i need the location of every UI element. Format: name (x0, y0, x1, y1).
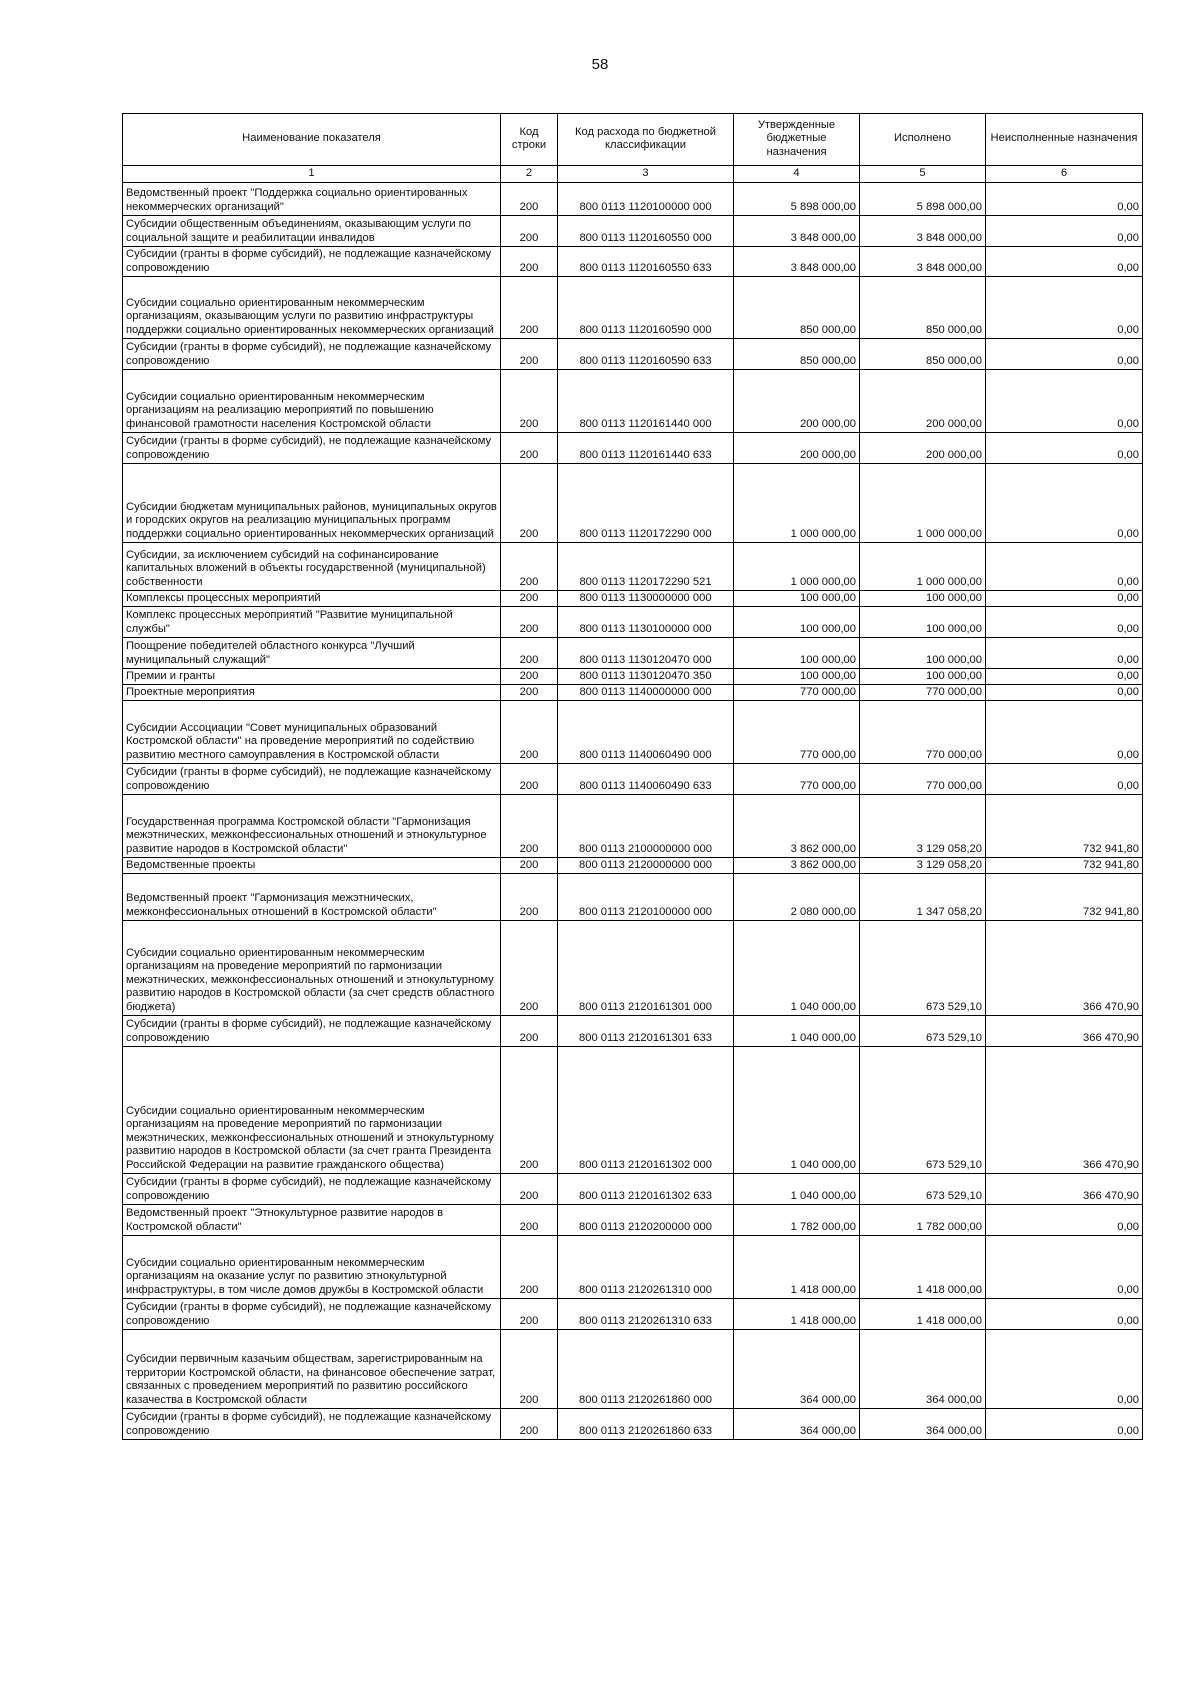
table-row (123, 701, 1143, 764)
cell-unexecuted-amount: 0,00 (986, 1409, 1143, 1440)
cell-executed-amount: 5 898 000,00 (860, 183, 986, 216)
cell-expense-code: 800 0113 1120160550 633 (558, 247, 734, 277)
table-row (123, 1016, 1143, 1047)
table-row (123, 1047, 1143, 1174)
table-row (123, 638, 1143, 669)
table-row (123, 1409, 1143, 1440)
table-row (123, 874, 1143, 921)
table-row (123, 607, 1143, 638)
cell-executed-amount: 100 000,00 (860, 591, 986, 607)
cell-approved-amount: 200 000,00 (734, 370, 860, 433)
table-row (123, 795, 1143, 858)
cell-line-code: 200 (501, 1205, 558, 1236)
cell-indicator-name: Субсидии Ассоциации "Совет муниципальных образований Костромской области" на проведение мероприятий по содействию развитию местного самоуправления в Костромской области (123, 701, 501, 764)
cell-executed-amount: 1 347 058,20 (860, 874, 986, 921)
cell-line-code: 200 (501, 464, 558, 543)
cell-line-code: 200 (501, 1047, 558, 1174)
cell-unexecuted-amount: 0,00 (986, 607, 1143, 638)
cell-expense-code: 800 0113 1120161440 633 (558, 433, 734, 464)
cell-unexecuted-amount: 732 941,80 (986, 795, 1143, 858)
table-row (123, 1299, 1143, 1330)
cell-executed-amount: 1 418 000,00 (860, 1236, 986, 1299)
cell-approved-amount: 1 418 000,00 (734, 1236, 860, 1299)
cell-line-code: 200 (501, 701, 558, 764)
cell-line-code: 200 (501, 1016, 558, 1047)
column-number: 1 (123, 166, 501, 183)
cell-unexecuted-amount: 366 470,90 (986, 1174, 1143, 1205)
cell-unexecuted-amount: 0,00 (986, 216, 1143, 247)
cell-indicator-name: Субсидии (гранты в форме субсидий), не подлежащие казначейскому сопровождению (123, 433, 501, 464)
cell-approved-amount: 1 418 000,00 (734, 1299, 860, 1330)
table-row (123, 591, 1143, 607)
cell-executed-amount: 3 129 058,20 (860, 795, 986, 858)
cell-executed-amount: 1 000 000,00 (860, 464, 986, 543)
cell-expense-code: 800 0113 1120100000 000 (558, 183, 734, 216)
cell-approved-amount: 3 862 000,00 (734, 795, 860, 858)
cell-executed-amount: 364 000,00 (860, 1330, 986, 1409)
cell-executed-amount: 850 000,00 (860, 277, 986, 339)
cell-indicator-name: Премии и гранты (123, 669, 501, 685)
cell-indicator-name: Ведомственный проект "Этнокультурное развитие народов в Костромской области" (123, 1205, 501, 1236)
cell-approved-amount: 770 000,00 (734, 685, 860, 701)
cell-executed-amount: 100 000,00 (860, 607, 986, 638)
cell-expense-code: 800 0113 1130100000 000 (558, 607, 734, 638)
column-number: 2 (501, 166, 558, 183)
cell-unexecuted-amount: 0,00 (986, 183, 1143, 216)
cell-executed-amount: 673 529,10 (860, 1016, 986, 1047)
column-number: 6 (986, 166, 1143, 183)
cell-approved-amount: 1 040 000,00 (734, 1016, 860, 1047)
cell-unexecuted-amount: 366 470,90 (986, 1047, 1143, 1174)
cell-approved-amount: 1 040 000,00 (734, 1047, 860, 1174)
cell-line-code: 200 (501, 685, 558, 701)
cell-executed-amount: 673 529,10 (860, 1047, 986, 1174)
cell-approved-amount: 364 000,00 (734, 1409, 860, 1440)
cell-approved-amount: 2 080 000,00 (734, 874, 860, 921)
cell-expense-code: 800 0113 2120200000 000 (558, 1205, 734, 1236)
cell-expense-code: 800 0113 2120261310 633 (558, 1299, 734, 1330)
table-row (123, 1174, 1143, 1205)
cell-unexecuted-amount: 0,00 (986, 1236, 1143, 1299)
cell-indicator-name: Проектные мероприятия (123, 685, 501, 701)
cell-executed-amount: 3 848 000,00 (860, 216, 986, 247)
cell-unexecuted-amount: 366 470,90 (986, 921, 1143, 1016)
cell-line-code: 200 (501, 1409, 558, 1440)
cell-unexecuted-amount: 732 941,80 (986, 874, 1143, 921)
cell-unexecuted-amount: 0,00 (986, 339, 1143, 370)
cell-unexecuted-amount: 0,00 (986, 464, 1143, 543)
cell-expense-code: 800 0113 1120160590 633 (558, 339, 734, 370)
cell-indicator-name: Субсидии общественным объединениям, оказывающим услуги по социальной защите и реабилитации инвалидов (123, 216, 501, 247)
table-row (123, 216, 1143, 247)
cell-line-code: 200 (501, 216, 558, 247)
budget-execution-table (122, 113, 1143, 1440)
cell-executed-amount: 1 782 000,00 (860, 1205, 986, 1236)
cell-indicator-name: Поощрение победителей областного конкурса "Лучший муниципальный служащий" (123, 638, 501, 669)
cell-line-code: 200 (501, 543, 558, 591)
cell-line-code: 200 (501, 858, 558, 874)
cell-approved-amount: 200 000,00 (734, 433, 860, 464)
cell-line-code: 200 (501, 433, 558, 464)
cell-line-code: 200 (501, 277, 558, 339)
cell-line-code: 200 (501, 183, 558, 216)
cell-expense-code: 800 0113 1140000000 000 (558, 685, 734, 701)
cell-indicator-name: Субсидии (гранты в форме субсидий), не подлежащие казначейскому сопровождению (123, 764, 501, 795)
cell-line-code: 200 (501, 370, 558, 433)
column-header-name: Наименование показателя (123, 114, 501, 166)
cell-expense-code: 800 0113 2120161302 000 (558, 1047, 734, 1174)
cell-executed-amount: 770 000,00 (860, 701, 986, 764)
cell-indicator-name: Ведомственный проект "Поддержка социально ориентированных некоммерческих организаций" (123, 183, 501, 216)
table-row (123, 669, 1143, 685)
cell-indicator-name: Субсидии социально ориентированным некоммерческим организациям на проведение мероприятий по гармонизации межэтнических, межконфессиональных отношений и этнокультурному развитию народов в Костромской области (за счет средств областного бюджета) (123, 921, 501, 1016)
cell-executed-amount: 770 000,00 (860, 764, 986, 795)
cell-executed-amount: 200 000,00 (860, 433, 986, 464)
cell-unexecuted-amount: 0,00 (986, 638, 1143, 669)
cell-indicator-name: Субсидии (гранты в форме субсидий), не подлежащие казначейскому сопровождению (123, 339, 501, 370)
cell-approved-amount: 3 848 000,00 (734, 247, 860, 277)
cell-unexecuted-amount: 0,00 (986, 1205, 1143, 1236)
cell-line-code: 200 (501, 874, 558, 921)
cell-approved-amount: 100 000,00 (734, 638, 860, 669)
cell-unexecuted-amount: 0,00 (986, 247, 1143, 277)
cell-approved-amount: 364 000,00 (734, 1330, 860, 1409)
cell-executed-amount: 3 848 000,00 (860, 247, 986, 277)
cell-executed-amount: 673 529,10 (860, 921, 986, 1016)
cell-approved-amount: 850 000,00 (734, 277, 860, 339)
cell-executed-amount: 1 000 000,00 (860, 543, 986, 591)
cell-indicator-name: Субсидии социально ориентированным некоммерческим организациям на реализацию мероприятий по повышению финансовой грамотности населения Костромской области (123, 370, 501, 433)
table-row (123, 277, 1143, 339)
cell-executed-amount: 770 000,00 (860, 685, 986, 701)
column-number: 5 (860, 166, 986, 183)
table-row (123, 247, 1143, 277)
cell-indicator-name: Комплексы процессных мероприятий (123, 591, 501, 607)
cell-indicator-name: Субсидии социально ориентированным некоммерческим организациям на проведение мероприятий по гармонизации межэтнических, межконфессиональных отношений и этнокультурному развитию народов в Костромской области (за счет гранта Президента Российской Федерации на развитие гражданского общества) (123, 1047, 501, 1174)
cell-unexecuted-amount: 0,00 (986, 1330, 1143, 1409)
cell-approved-amount: 1 040 000,00 (734, 1174, 860, 1205)
cell-line-code: 200 (501, 1174, 558, 1205)
table-row (123, 183, 1143, 216)
cell-unexecuted-amount: 0,00 (986, 1299, 1143, 1330)
cell-line-code: 200 (501, 764, 558, 795)
cell-unexecuted-amount: 0,00 (986, 764, 1143, 795)
cell-indicator-name: Ведомственный проект "Гармонизация межэтнических, межконфессиональных отношений в Костромской области" (123, 874, 501, 921)
cell-expense-code: 800 0113 2120261860 000 (558, 1330, 734, 1409)
cell-expense-code: 800 0113 2120100000 000 (558, 874, 734, 921)
table-row (123, 1330, 1143, 1409)
cell-expense-code: 800 0113 1140060490 633 (558, 764, 734, 795)
cell-unexecuted-amount: 0,00 (986, 669, 1143, 685)
cell-approved-amount: 770 000,00 (734, 701, 860, 764)
cell-line-code: 200 (501, 591, 558, 607)
cell-expense-code: 800 0113 1120172290 521 (558, 543, 734, 591)
cell-executed-amount: 850 000,00 (860, 339, 986, 370)
cell-line-code: 200 (501, 339, 558, 370)
cell-approved-amount: 100 000,00 (734, 607, 860, 638)
cell-expense-code: 800 0113 1120160550 000 (558, 216, 734, 247)
cell-indicator-name: Субсидии (гранты в форме субсидий), не подлежащие казначейскому сопровождению (123, 1409, 501, 1440)
cell-indicator-name: Субсидии (гранты в форме субсидий), не подлежащие казначейскому сопровождению (123, 1016, 501, 1047)
cell-approved-amount: 100 000,00 (734, 669, 860, 685)
table-row (123, 685, 1143, 701)
table-row (123, 543, 1143, 591)
cell-approved-amount: 3 848 000,00 (734, 216, 860, 247)
column-number: 4 (734, 166, 860, 183)
cell-expense-code: 800 0113 2120261310 000 (558, 1236, 734, 1299)
cell-approved-amount: 1 000 000,00 (734, 543, 860, 591)
cell-approved-amount: 3 862 000,00 (734, 858, 860, 874)
cell-indicator-name: Субсидии бюджетам муниципальных районов, муниципальных округов и городских округов на реализацию муниципальных программ поддержки социально ориентированных некоммерческих организаций (123, 464, 501, 543)
column-header-line-code: Код строки (501, 114, 558, 166)
cell-line-code: 200 (501, 607, 558, 638)
cell-executed-amount: 100 000,00 (860, 669, 986, 685)
cell-indicator-name: Ведомственные проекты (123, 858, 501, 874)
table-row (123, 1205, 1143, 1236)
cell-expense-code: 800 0113 1120161440 000 (558, 370, 734, 433)
table-row (123, 370, 1143, 433)
table-row (123, 764, 1143, 795)
cell-unexecuted-amount: 0,00 (986, 433, 1143, 464)
cell-approved-amount: 5 898 000,00 (734, 183, 860, 216)
cell-expense-code: 800 0113 1130000000 000 (558, 591, 734, 607)
cell-indicator-name: Субсидии социально ориентированным некоммерческим организациям, оказывающим услуги по развитию инфраструктуры поддержки социально ориентированных некоммерческих организаций (123, 277, 501, 339)
cell-executed-amount: 364 000,00 (860, 1409, 986, 1440)
cell-line-code: 200 (501, 669, 558, 685)
cell-expense-code: 800 0113 1130120470 000 (558, 638, 734, 669)
cell-line-code: 200 (501, 1236, 558, 1299)
cell-expense-code: 800 0113 1120160590 000 (558, 277, 734, 339)
cell-indicator-name: Субсидии (гранты в форме субсидий), не подлежащие казначейскому сопровождению (123, 1299, 501, 1330)
cell-executed-amount: 1 418 000,00 (860, 1299, 986, 1330)
column-header-approved: Утвержденные бюджетные назначения (734, 114, 860, 166)
cell-approved-amount: 1 782 000,00 (734, 1205, 860, 1236)
cell-executed-amount: 100 000,00 (860, 638, 986, 669)
cell-line-code: 200 (501, 1330, 558, 1409)
cell-unexecuted-amount: 0,00 (986, 591, 1143, 607)
column-header-executed: Исполнено (860, 114, 986, 166)
cell-indicator-name: Субсидии (гранты в форме субсидий), не подлежащие казначейскому сопровождению (123, 247, 501, 277)
cell-line-code: 200 (501, 247, 558, 277)
cell-expense-code: 800 0113 2120261860 633 (558, 1409, 734, 1440)
cell-executed-amount: 673 529,10 (860, 1174, 986, 1205)
cell-line-code: 200 (501, 795, 558, 858)
cell-unexecuted-amount: 0,00 (986, 701, 1143, 764)
table-row (123, 921, 1143, 1016)
cell-indicator-name: Субсидии, за исключением субсидий на софинансирование капитальных вложений в объекты государственной (муниципальной) собственности (123, 543, 501, 591)
cell-approved-amount: 100 000,00 (734, 591, 860, 607)
cell-unexecuted-amount: 0,00 (986, 277, 1143, 339)
cell-expense-code: 800 0113 2120161301 000 (558, 921, 734, 1016)
cell-line-code: 200 (501, 921, 558, 1016)
table-row (123, 858, 1143, 874)
cell-approved-amount: 1 000 000,00 (734, 464, 860, 543)
header-row (123, 114, 1143, 166)
cell-unexecuted-amount: 732 941,80 (986, 858, 1143, 874)
cell-approved-amount: 850 000,00 (734, 339, 860, 370)
cell-expense-code: 800 0113 1130120470 350 (558, 669, 734, 685)
cell-line-code: 200 (501, 1299, 558, 1330)
column-header-unexecuted: Неисполненные назначения (986, 114, 1143, 166)
cell-expense-code: 800 0113 1120172290 000 (558, 464, 734, 543)
cell-expense-code: 800 0113 2100000000 000 (558, 795, 734, 858)
cell-expense-code: 800 0113 2120161301 633 (558, 1016, 734, 1047)
cell-indicator-name: Государственная программа Костромской области "Гармонизация межэтнических, межконфессиональных отношений и этнокультурное развитие народов в Костромской области" (123, 795, 501, 858)
cell-executed-amount: 3 129 058,20 (860, 858, 986, 874)
cell-expense-code: 800 0113 2120000000 000 (558, 858, 734, 874)
column-number: 3 (558, 166, 734, 183)
column-header-expense-code: Код расхода по бюджетной классификации (558, 114, 734, 166)
cell-indicator-name: Субсидии (гранты в форме субсидий), не подлежащие казначейскому сопровождению (123, 1174, 501, 1205)
table-row (123, 1236, 1143, 1299)
cell-unexecuted-amount: 0,00 (986, 685, 1143, 701)
table-row (123, 464, 1143, 543)
cell-expense-code: 800 0113 2120161302 633 (558, 1174, 734, 1205)
table-row (123, 433, 1143, 464)
cell-approved-amount: 1 040 000,00 (734, 921, 860, 1016)
cell-expense-code: 800 0113 1140060490 000 (558, 701, 734, 764)
cell-indicator-name: Комплекс процессных мероприятий "Развитие муниципальной службы" (123, 607, 501, 638)
cell-approved-amount: 770 000,00 (734, 764, 860, 795)
cell-unexecuted-amount: 0,00 (986, 370, 1143, 433)
cell-line-code: 200 (501, 638, 558, 669)
table-body (123, 183, 1143, 1440)
page-number: 58 (591, 56, 609, 73)
cell-unexecuted-amount: 366 470,90 (986, 1016, 1143, 1047)
column-number-row (123, 166, 1143, 183)
cell-executed-amount: 200 000,00 (860, 370, 986, 433)
cell-indicator-name: Субсидии первичным казачьим обществам, зарегистрированным на территории Костромской области, на финансовое обеспечение затрат, связанных с проведением мероприятий по развитию российского казачества в Костромской области (123, 1330, 501, 1409)
cell-unexecuted-amount: 0,00 (986, 543, 1143, 591)
cell-indicator-name: Субсидии социально ориентированным некоммерческим организациям на оказание услуг по развитию этнокультурной инфраструктуры, в том числе домов дружбы в Костромской области (123, 1236, 501, 1299)
table-row (123, 339, 1143, 370)
